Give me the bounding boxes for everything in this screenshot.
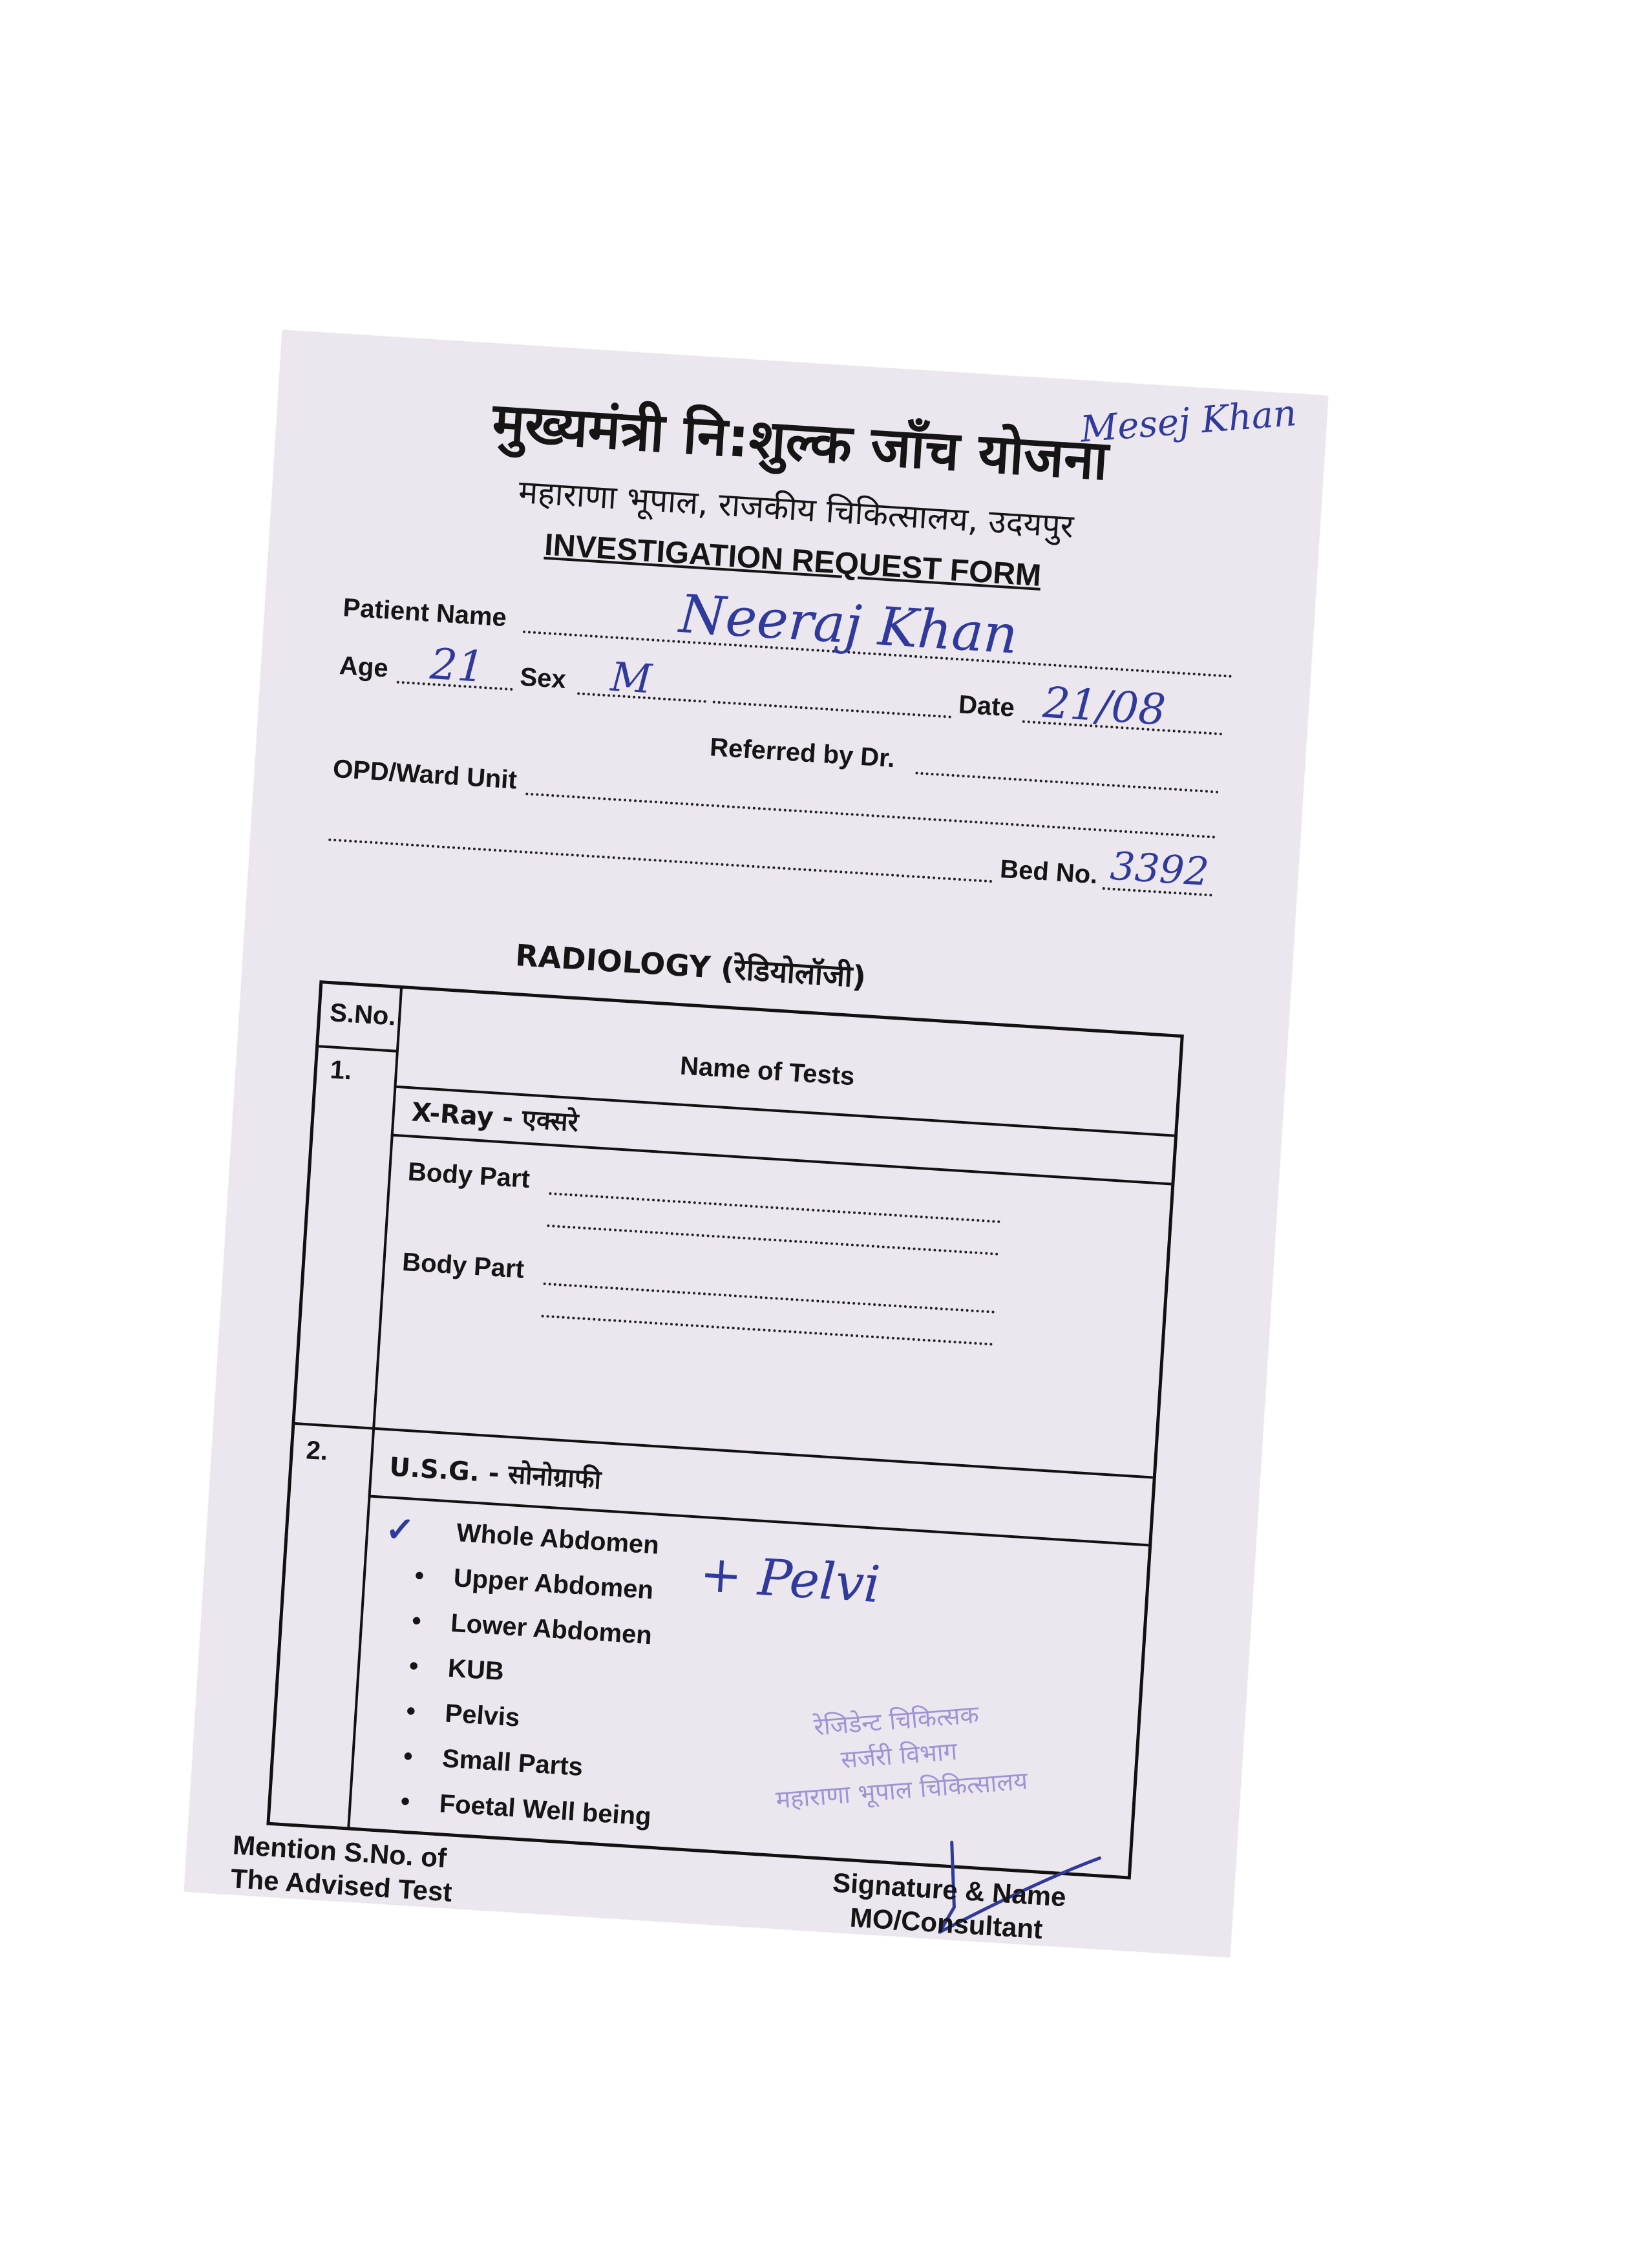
header-divider [319,1045,396,1053]
handwritten-sex: M [609,653,653,703]
name-tail-line [713,700,952,718]
investigation-request-form [185,331,1328,1957]
handwritten-date: 21/08 [1041,677,1168,735]
body-part-line-2b[interactable] [541,1315,993,1346]
row-1-sno: 1. [329,1055,353,1086]
mention-sno-line-2: The Advised Test [229,1863,453,1907]
radiology-title: RADIOLOGY (रेडियोलॉजी) [514,938,867,995]
sex-label: Sex [519,662,567,695]
age-label: Age [338,651,389,683]
bullet-icon: • [414,1561,425,1591]
usg-option-label: Small Parts [441,1744,584,1782]
hospital-name: महाराणा भूपाल, राजकीय चिकित्सालय, उदयपुर [517,472,1075,545]
bullet-icon: • [403,1741,414,1771]
check-mark-icon: ✓ [384,1507,416,1551]
body-part-line-1b[interactable] [547,1224,998,1255]
handwritten-extra-test: + Pelvi [698,1544,882,1615]
usg-option-label: Upper Abdomen [452,1563,655,1605]
usg-option-label: Lower Abdomen [450,1608,653,1650]
department-stamp: रेजिडेन्ट चिकित्सक सर्जरी विभाग महाराणा भूपाल चिकित्सालय [774,1700,1029,1814]
tests-header: Name of Tests [679,1051,856,1091]
sno-header: S.No. [329,998,397,1031]
referred-by-label: Referred by Dr. [709,733,896,773]
opd-ward-label: OPD/Ward Unit [332,754,518,795]
bullet-icon: • [399,1787,411,1816]
handwritten-top-note: Mesej Khan [1079,392,1298,451]
bed-no-label: Bed No. [999,854,1099,890]
patient-name-label: Patient Name [342,593,508,633]
bed-lead-line [328,839,993,883]
opd-ward-line[interactable] [525,793,1216,839]
body-part-label-1: Body Part [407,1157,531,1194]
form-title: INVESTIGATION REQUEST FORM [543,527,1042,593]
bullet-icon: • [408,1651,419,1681]
bullet-icon: • [411,1606,422,1635]
body-part-label-2: Body Part [401,1248,525,1284]
usg-option-label: Foetal Well being [438,1789,652,1831]
bullet-icon: • [405,1696,417,1726]
usg-option-label: Pelvis [444,1699,521,1732]
referred-by-line[interactable] [915,772,1218,793]
xray-test-name: X-Ray - एक्सरे [410,1097,580,1138]
usg-option-label: KUB [447,1654,505,1686]
body-part-line-2a[interactable] [544,1283,995,1314]
scheme-title: मुख्यमंत्री नि:शुल्क जाँच योजना [491,390,1110,493]
mention-sno-line-1: Mention S.No. of [231,1829,448,1874]
body-part-line-1a[interactable] [549,1192,1000,1223]
sno-divider [347,989,403,1827]
row-2-sno: 2. [305,1436,329,1466]
usg-options-list [384,1507,670,1839]
usg-option-label: Whole Abdomen [455,1518,660,1560]
handwritten-patient-name: Neeraj Khan [677,583,1020,666]
handwritten-age: 21 [428,638,486,693]
date-label: Date [957,690,1016,722]
signature-label-line-1: Signature & Name [831,1867,1067,1913]
usg-test-name: U.S.G. - सोनोग्राफी [388,1452,602,1495]
signature-label-line-2: MO/Consultant [849,1902,1044,1945]
handwritten-bed-no: 3392 [1108,843,1210,896]
